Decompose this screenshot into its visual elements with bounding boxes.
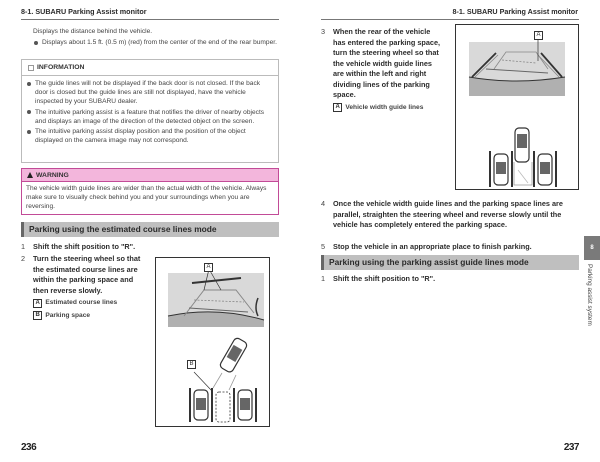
step-text: Stop the vehicle in an appropriate place to finish parking. <box>333 242 532 251</box>
step-number: 1 <box>321 274 326 283</box>
information-bullet: The intuitive parking assist is a feature that notifies the driver of nearby objects and displays an image of the direction of the detected object on the screen. <box>26 108 272 126</box>
intro-block <box>33 27 278 47</box>
legend <box>21 298 149 321</box>
warning-triangle-icon <box>27 172 33 178</box>
step-text: Turn the steering wheel so that the estimated course lines are within the parking space and then reverse slowly. <box>33 254 141 295</box>
step-text: Shift the shift position to "R". <box>333 274 436 283</box>
figure-label-a: A <box>534 31 543 40</box>
warning-title: WARNING <box>36 171 69 179</box>
intro-text: Displays the distance behind the vehicle. <box>33 28 153 35</box>
step-5 <box>321 242 579 253</box>
header-rule <box>321 19 579 20</box>
step-text: Once the vehicle width guide lines and the parking space lines are parallel, straighten the steering wheel and reverse slowly until the vehicle has completely entered the parking space. <box>333 199 563 229</box>
warning-text: The vehicle width guide lines are wider than the actual width of the vehicle. Always make sure to visually check behind you and your surroundings when you are reversing. <box>26 185 267 210</box>
page-number: 236 <box>21 442 37 453</box>
parking-diagram-illustration <box>156 258 269 426</box>
step-number: 5 <box>321 242 326 251</box>
legend-key: A <box>33 299 42 308</box>
step-number: 4 <box>321 199 326 208</box>
step-text: Shift the shift position to "R". <box>33 242 136 251</box>
step-3 <box>321 27 443 113</box>
step-number: 1 <box>21 242 26 251</box>
intro-bullet: Displays about 1.5 ft. (0.5 m) (red) from the center of the end of the rear bumper. <box>33 38 278 47</box>
step-number: 3 <box>321 27 326 36</box>
chapter-tab: 8 <box>584 236 600 260</box>
information-box <box>21 59 279 163</box>
step-1 <box>21 242 161 253</box>
legend <box>321 103 443 114</box>
warning-header <box>22 169 278 182</box>
running-head: 8-1. SUBARU Parking Assist monitor <box>21 7 147 16</box>
information-bullet: The intuitive parking assist display position and the position of the object displayed on the camera image may not correspond. <box>26 127 272 145</box>
legend-item <box>333 103 443 114</box>
warning-box <box>21 168 279 215</box>
legend-item <box>33 298 149 309</box>
legend-label: Estimated course lines <box>45 299 118 306</box>
section-heading: Parking using the estimated course lines mode <box>21 222 279 237</box>
information-icon <box>28 65 34 71</box>
parking-diagram-illustration <box>456 25 578 189</box>
legend-key: A <box>333 103 342 112</box>
step-number: 2 <box>21 254 26 263</box>
section-step-1 <box>321 274 579 285</box>
section-heading: Parking using the parking assist guide lines mode <box>321 255 579 270</box>
step-text: When the rear of the vehicle has entered the parking space, turn the steering wheel so that the vehicle width guide lines are within the left and right dividing lines of the parking space. <box>333 27 441 99</box>
chapter-tab-title: Parking assist system <box>586 264 593 326</box>
page-number: 237 <box>563 442 579 453</box>
figure-label-b: B <box>187 360 196 369</box>
legend-key: B <box>33 311 42 320</box>
information-title: INFORMATION <box>37 64 85 71</box>
information-bullet: The guide lines will not be displayed if the back door is not closed. If the back door is closed but the guide lines are still not displayed, have the vehicle inspected by your SUBARU dealer. <box>26 79 272 106</box>
legend-label: Vehicle width guide lines <box>345 103 424 111</box>
running-head: 8-1. SUBARU Parking Assist monitor <box>452 7 578 16</box>
step-4 <box>321 199 579 231</box>
step-2 <box>21 254 149 321</box>
legend-label: Parking space <box>45 311 91 319</box>
legend-item <box>33 311 149 322</box>
right-page <box>300 0 600 462</box>
figure-label-a: A <box>204 263 213 272</box>
header-rule <box>21 19 279 20</box>
estimated-course-figure <box>155 257 270 427</box>
information-header <box>22 60 278 76</box>
information-body <box>22 76 278 145</box>
vehicle-width-figure <box>455 24 579 190</box>
